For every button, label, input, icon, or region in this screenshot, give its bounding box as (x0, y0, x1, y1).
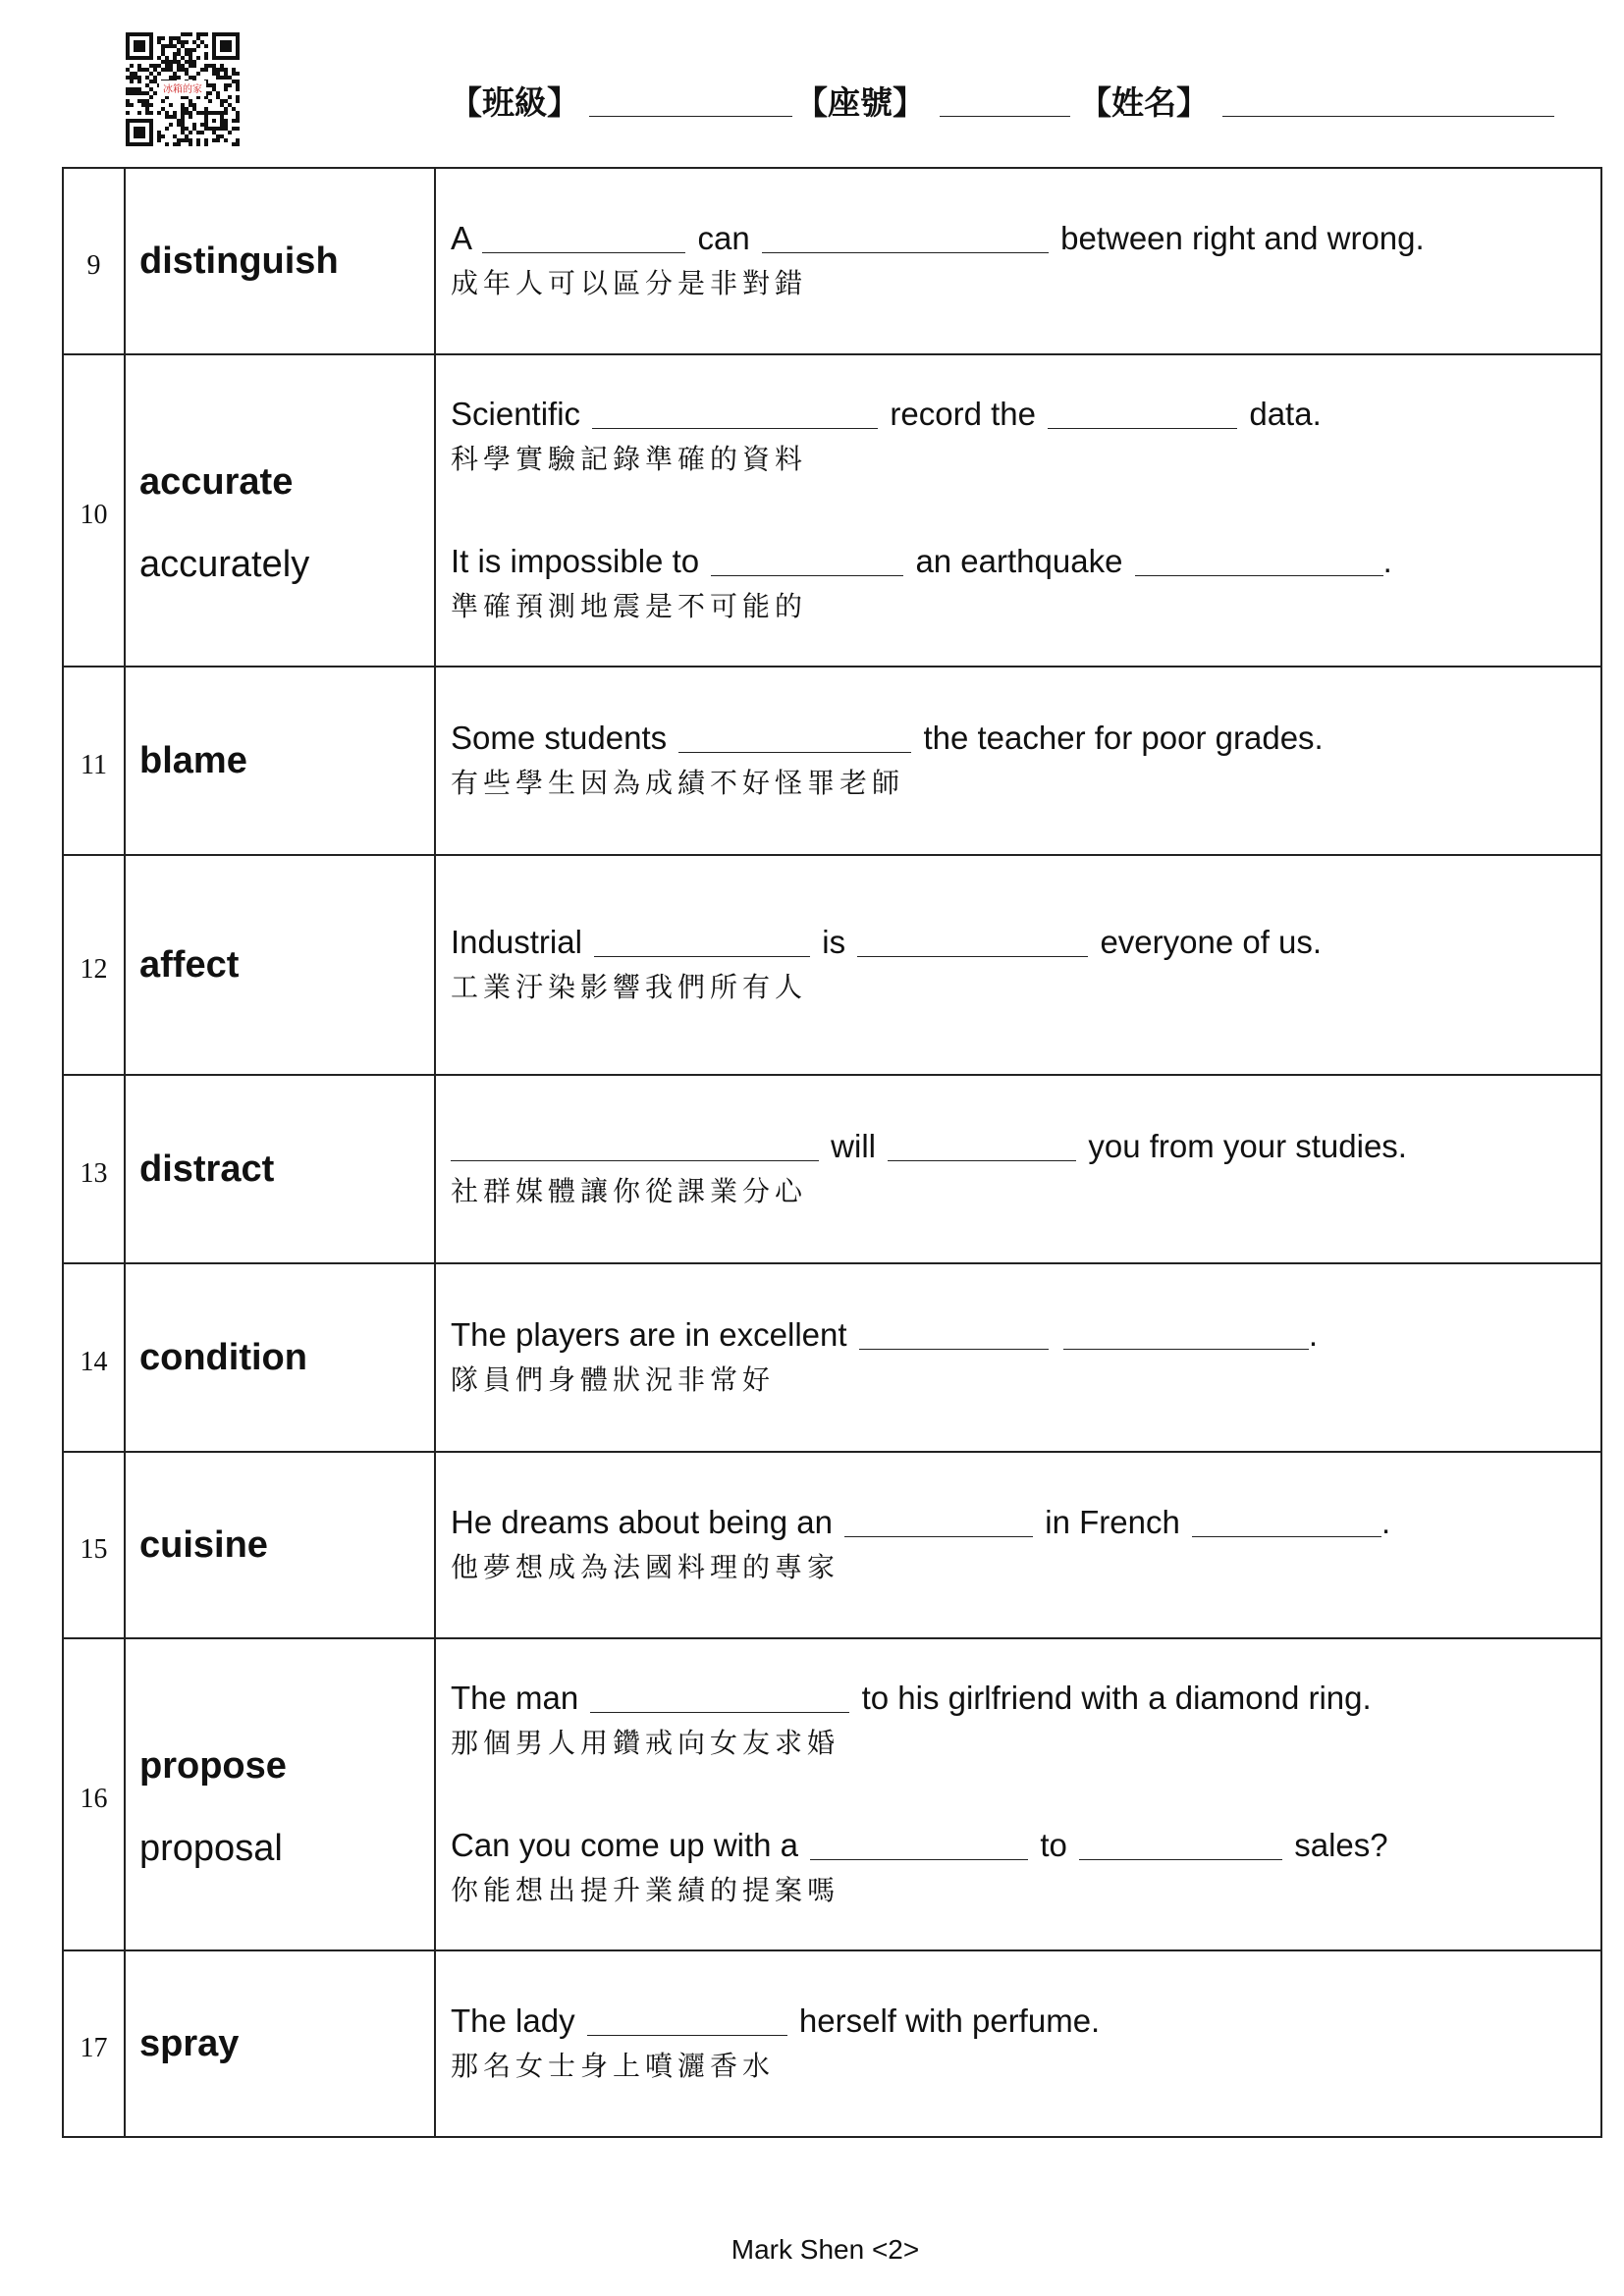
vocab-row (64, 1637, 1600, 1949)
seat-label: 【座號】 (795, 83, 925, 122)
answer-blank[interactable] (711, 574, 903, 576)
answer-blank[interactable] (592, 427, 878, 429)
example-pair (451, 716, 1600, 806)
vocab-word-cell (126, 1951, 436, 2136)
example-cell (436, 1639, 1600, 1949)
vocab-word: condition (139, 1337, 307, 1378)
vocab-word-cell (126, 169, 436, 353)
example-pair (451, 539, 1600, 629)
sentence-text: can (697, 220, 750, 256)
item-number: 9 (64, 169, 126, 353)
vocab-word-derivative: accurately (139, 544, 310, 585)
item-number: 14 (64, 1264, 126, 1451)
item-number: 15 (64, 1453, 126, 1637)
sentence-text: The lady (451, 2002, 575, 2039)
class-blank[interactable] (589, 116, 792, 117)
english-sentence (451, 539, 1600, 584)
english-sentence (451, 392, 1600, 437)
chinese-translation: 社群媒體讓你從課業分心 (451, 1175, 808, 1207)
item-number: 11 (64, 667, 126, 854)
vocab-word-cell (126, 856, 436, 1074)
answer-blank[interactable] (1063, 1348, 1309, 1350)
example-cell (436, 1264, 1600, 1451)
vocab-word: cuisine (139, 1524, 268, 1566)
sentence-text: you from your studies. (1088, 1128, 1407, 1164)
example-pair (451, 1676, 1600, 1766)
answer-blank[interactable] (1079, 1858, 1282, 1860)
sentence-text: is (822, 924, 846, 960)
vocab-word: blame (139, 740, 247, 781)
vocab-row (64, 666, 1600, 854)
chinese-translation: 他夢想成為法國料理的專家 (451, 1551, 840, 1583)
qr-logo-text: 冰箱的家 (163, 84, 202, 95)
sentence-text: The players are in excellent (451, 1316, 847, 1353)
english-sentence (451, 920, 1600, 965)
item-number: 16 (64, 1639, 126, 1949)
chinese-translation: 成年人可以區分是非對錯 (451, 267, 808, 299)
sentence-text: an earthquake (915, 543, 1123, 579)
answer-blank[interactable] (888, 1159, 1076, 1161)
vocab-word-cell (126, 1264, 436, 1451)
sentence-text: record the (890, 396, 1036, 432)
english-sentence (451, 216, 1600, 261)
sentence-text: . (1381, 1504, 1391, 1540)
answer-blank[interactable] (857, 955, 1088, 957)
example-pair (451, 392, 1600, 482)
vocab-row (64, 1262, 1600, 1451)
vocab-word: affect (139, 944, 240, 986)
english-sentence (451, 716, 1600, 761)
answer-blank[interactable] (859, 1348, 1049, 1350)
vocab-row (64, 353, 1600, 666)
example-pair (451, 1999, 1600, 2089)
answer-blank[interactable] (810, 1858, 1028, 1860)
english-sentence (451, 1676, 1600, 1721)
english-sentence (451, 1823, 1600, 1868)
sentence-text: . (1308, 1316, 1319, 1353)
example-pair (451, 216, 1600, 306)
vocab-table (62, 167, 1602, 2138)
sentence-text: A (451, 220, 471, 256)
answer-blank[interactable] (678, 751, 911, 753)
item-number: 13 (64, 1076, 126, 1262)
answer-blank[interactable] (1048, 427, 1237, 429)
chinese-translation: 有些學生因為成績不好怪罪老師 (451, 767, 905, 799)
chinese-translation: 工業汙染影響我們所有人 (451, 971, 808, 1003)
chinese-translation: 科學實驗記錄準確的資料 (451, 443, 808, 475)
vocab-row (64, 1451, 1600, 1637)
example-cell (436, 1076, 1600, 1262)
page-footer: Mark Shen <2> (731, 2234, 920, 2265)
answer-blank[interactable] (594, 955, 810, 957)
item-number: 12 (64, 856, 126, 1074)
sentence-text: Can you come up with a (451, 1827, 799, 1863)
seat-blank[interactable] (940, 116, 1070, 117)
english-sentence (451, 1312, 1600, 1358)
sentence-text: The man (451, 1680, 579, 1716)
vocab-row (64, 1949, 1600, 2136)
sentence-text: the teacher for poor grades. (923, 720, 1324, 756)
vocab-word: spray (139, 2023, 240, 2064)
example-cell (436, 1951, 1600, 2136)
vocab-word: distinguish (139, 240, 339, 282)
vocab-word-cell (126, 355, 436, 666)
name-label: 【姓名】 (1079, 83, 1209, 122)
class-label: 【班級】 (450, 83, 579, 122)
sentence-text: data. (1249, 396, 1322, 432)
vocab-row (64, 854, 1600, 1074)
example-cell (436, 1453, 1600, 1637)
chinese-translation: 你能想出提升業績的提案嗎 (451, 1874, 840, 1906)
chinese-translation: 隊員們身體狀況非常好 (451, 1363, 776, 1396)
vocab-word-derivative: proposal (139, 1828, 283, 1869)
sentence-text: Industrial (451, 924, 582, 960)
answer-blank[interactable] (587, 2034, 787, 2036)
vocab-word: distract (139, 1148, 275, 1190)
english-sentence (451, 1500, 1600, 1545)
qr-code[interactable] (126, 32, 240, 146)
chinese-translation: 準確預測地震是不可能的 (451, 590, 808, 622)
english-sentence (451, 1999, 1600, 2044)
sentence-text: Scientific (451, 396, 581, 432)
sentence-text: to his girlfriend with a diamond ring. (861, 1680, 1372, 1716)
sentence-text: will (831, 1128, 876, 1164)
example-pair (451, 1500, 1600, 1590)
example-cell (436, 667, 1600, 854)
chinese-translation: 那個男人用鑽戒向女友求婚 (451, 1727, 840, 1759)
answer-blank[interactable] (1135, 574, 1383, 576)
vocab-word-cell (126, 1076, 436, 1262)
example-pair (451, 1312, 1600, 1403)
vocab-word-cell (126, 1639, 436, 1949)
vocab-word: accurate (139, 461, 294, 503)
sentence-text: sales? (1294, 1827, 1388, 1863)
sentence-text: everyone of us. (1100, 924, 1323, 960)
answer-blank[interactable] (451, 1159, 819, 1161)
vocab-row (64, 169, 1600, 353)
chinese-translation: 那名女士身上噴灑香水 (451, 2050, 776, 2082)
vocab-word-cell (126, 1453, 436, 1637)
sentence-text: between right and wrong. (1060, 220, 1425, 256)
english-sentence (451, 1124, 1600, 1169)
example-cell (436, 169, 1600, 353)
answer-blank[interactable] (482, 251, 685, 253)
sentence-text: It is impossible to (451, 543, 700, 579)
answer-blank[interactable] (762, 251, 1049, 253)
sentence-text: to (1040, 1827, 1067, 1863)
answer-blank[interactable] (844, 1535, 1033, 1537)
sentence-text: . (1382, 543, 1392, 579)
answer-blank[interactable] (1192, 1535, 1381, 1537)
vocab-word: propose (139, 1745, 287, 1787)
example-cell (436, 355, 1600, 666)
item-number: 10 (64, 355, 126, 666)
vocab-word-cell (126, 667, 436, 854)
example-pair (451, 1823, 1600, 1913)
example-pair (451, 1124, 1600, 1214)
item-number: 17 (64, 1951, 126, 2136)
sentence-text: in French (1045, 1504, 1180, 1540)
sentence-text: herself with perfume. (798, 2002, 1101, 2039)
sentence-text: He dreams about being an (451, 1504, 833, 1540)
answer-blank[interactable] (590, 1711, 849, 1713)
name-blank[interactable] (1222, 116, 1554, 117)
vocab-row (64, 1074, 1600, 1262)
example-pair (451, 920, 1600, 1010)
sentence-text: Some students (451, 720, 668, 756)
example-cell (436, 856, 1600, 1074)
